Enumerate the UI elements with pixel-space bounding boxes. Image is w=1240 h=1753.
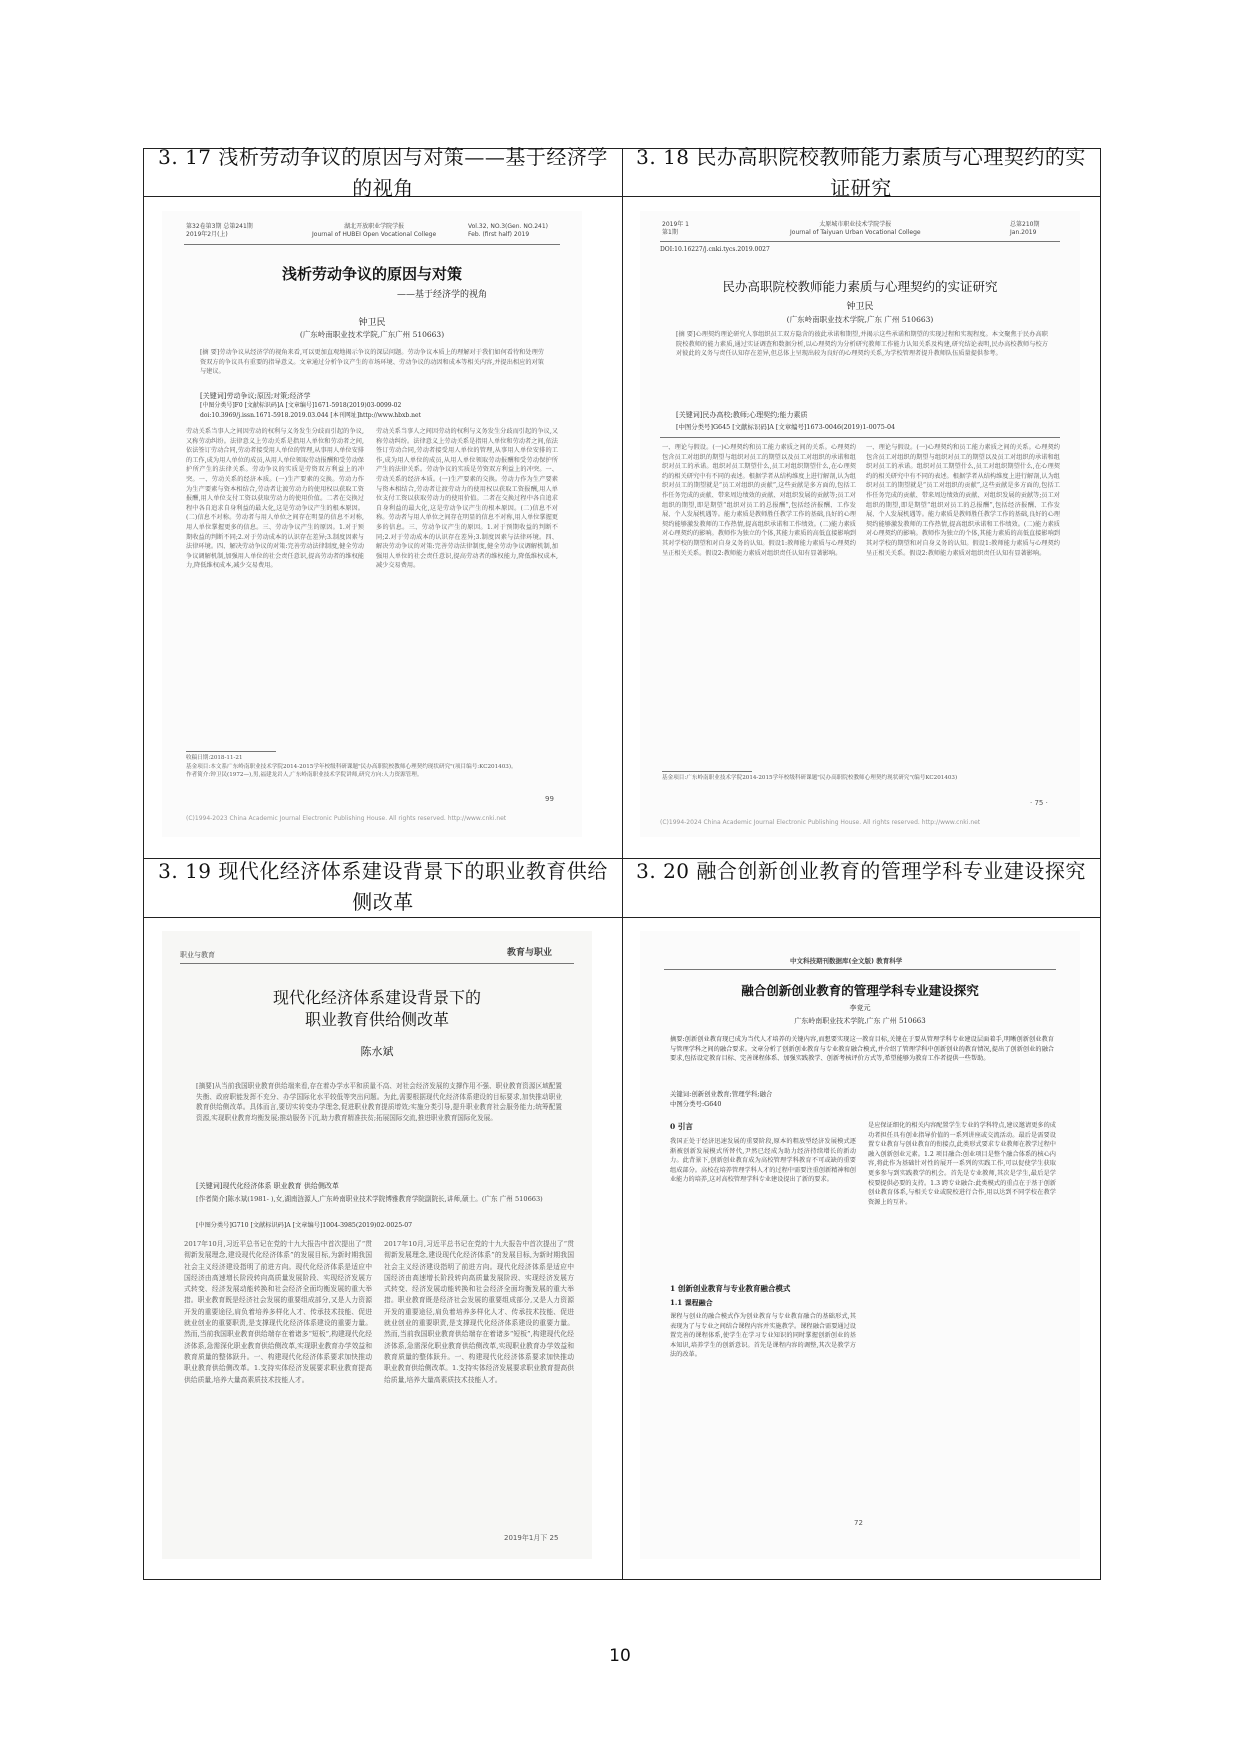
paper-body-left: 一、理论与假设。(一)心理契约和员工能力素质之间的关系。心理契约包含员工对组织的期望与组织对员工的期望以及员工对组织的承诺和组织对员工的承诺。组织对员工期望什么,员工对组织期望什么,在心理契约的相关研究中有不同的表述。根据学者从结构维度上进行解剖,认为组织对员工的期望就是“员工对组织的贡献”,这些贡献是多方面的,包括工作任务完成的贡献、带来周边绩效的贡献、对组织发展的贡献等;员工对组织的期望,即是期望“组织对员工的总报酬”,包括经济报酬、工作发展、个人发展机遇等。能力素质是教师胜任教学工作的基础,良好的心理契约能够激发教师的工作热情,提高组织承诺和工作绩效。(二)能力素质对心理契约的影响。教师作为独立的个体,其能力素质的高低直接影响到其对学校的期望和对自身义务的认知。假设1:教师能力素质与心理契约呈正相关关系。假设2:教师能力素质对组织责任认知有显著影响。: [662, 444, 856, 557]
journal-header-right: 总第210期 Jan.2019: [1010, 221, 1040, 236]
paper-page-number: 2019年1月下 25: [504, 1534, 559, 1542]
paper-screenshot-3-17: [162, 211, 582, 837]
footnote-rule: [186, 751, 276, 752]
paper-body-left: 课程与创业的融合模式作为创业教育与专业教育融合的基础形式,其表现为了与专业之间结合课程内容并实施教学。课程融合需要通过设置完善的课程体系,使学生在学习专业知识的同时掌握创新创业的基本知识,培养学生的创新意识。首先是课程内容的调整,其次是教学方法的改革。: [670, 1313, 856, 1359]
paper-classification: [中图分类号]G645 [文献标识码]A [文章编号]1673-0046(2019)1-0075-04: [676, 423, 896, 431]
paper-page-number: 99: [545, 795, 554, 803]
paper-title: 浅析劳动争议的原因与对策: [281, 265, 462, 283]
paper-footnote: 基金项目:广东岭南职业技术学院2014-2015学年校级科研课题"民办高职院校教师心理契约现状研究"(编号KC201403): [662, 775, 958, 781]
paper-keywords: [关键词]现代化经济体系 职业教育 供给侧改革: [196, 1182, 339, 1190]
copyright-line: (C)1994-2023 China Academic Journal Electronic Publishing House. All rights reserved. http://www.cnki.net: [186, 815, 507, 822]
paper-body-right: 是应保证细化的相关内容配置学生专业的学科特点,建议邀请更多的成功者担任具有创业指导价值的一系列讲座或交流活动。最后是需要设置专业教育与创业教育的衔接点,此类形式要求专业教师在教学过程中融入创新创业元素。1.2 项目融合:创业项目是整个融合体系的核心内容,将此作为基础针对性的展开一系列的实践工作,可以促使学生获取更多参与到实践教学的机会。首先是专业教师,其次是学生,最后是学校要提供必要的支持。1.3 跨专业融合:此类模式的重点在于基于创新创业教育体系,与相关专业或院校进行合作,用以达到不同学校在教学资源上的互补。: [868, 1122, 1056, 1206]
footnote-rule: [662, 771, 752, 772]
paper-subtitle: ——基于经济学的视角: [396, 290, 487, 300]
paper-affiliation: (广东岭南职业技术学院,广东 广州 510663): [786, 315, 934, 324]
paper-affiliation: (广东岭南职业技术学院,广东广州 510663): [299, 330, 445, 339]
paper-body-left: 2017年10月,习近平总书记在党的十九大报告中首次提出了“贯彻新发展理念,建设现代化经济体系”的发展目标,为新时期我国社会主义经济建设指明了前进方向。现代化经济体系是适应中国经济由高速增长阶段转向高质量发展阶段、实现经济发展方式转变、经济发展动能转换和社会经济全面均衡发展的重大举措。职业教育既是经济社会发展的重要组成部分,又是人力资源开发的重要途径,肩负着培养多样化人才、传承技术技能、促进就业创业的重要职责,是支撑现代化经济体系建设的重要力量。然而,当前我国职业教育供给端存在着诸多“短板”,构建现代化经济体系,急需深化职业教育供给侧改革,实现职业教育办学效益和教育质量的整体跃升。一、构建现代化经济体系要求加快推动职业教育供给侧改革。1.支持实体经济发展要求职业教育提高供给质量,培养大量高素质技术技能人才。: [184, 1240, 372, 1384]
paper-abstract: [摘 要]心理契约理论研究人事组织员工双方隐含的彼此承诺和期望,并揭示这些承诺和期望的实现过程和实现程度。本文聚焦于民办高职院校教师的能力素质,通过实证调查和数据分析,以心理契约为分析研究教师工作能力认知关系及构建,研究结论表明,民办高校教师与校方对彼此的义务与责任认知存在差异,但总体上呈现出较为良好的心理契约关系,为学校管理者提升教师队伍质量提供参考。: [676, 331, 1048, 358]
paper-author: 李竞元: [849, 1004, 871, 1012]
paper-body-left: 劳动关系当事人之间因劳动的权利与义务发生分歧而引起的争议,又称劳动纠纷。法律意义上劳动关系是指用人单位和劳动者之间,依法签订劳动合同,劳动者接受用人单位的管理,从事用人单位安排的工作,成为用人单位的成员,从用人单位领取劳动报酬和受劳动保护所产生的法律关系。劳动争议的实质是劳资双方利益上的冲突。一、劳动关系的经济本质。(一)生产要素的交换。劳动力作为生产要素与资本相结合,劳动者让渡劳动力的使用权以获取工资报酬,用人单位支付工资以获取劳动力的使用价值。二者在交换过程中各自追求自身利益的最大化,这是劳动争议产生的根本原因。(二)信息不对称。劳动者与用人单位之间存在明显的信息不对称,用人单位掌握更多的信息。三、劳动争议产生的原因。1.对于预期收益的判断不同;2.对于劳动成本的认识存在差异;3.制度因素与法律环境。四、解决劳动争议的对策:完善劳动法律制度,健全劳动争议调解机制,加强用人单位的社会责任意识,提高劳动者的维权能力,降低维权成本,减少交易费用。: [186, 428, 364, 570]
paper-abstract: 摘要:创新创业教育现已成为当代人才培养的关键内容,而想要实现这一教育目标,关键在于要从管理学科专业建设层面着手,明晰创新创业教育与管理学科之间的融合要求。文章分析了创新创业教育与专业教育融合模式,并介绍了管理学科中创新创业的教育情况,提出了创新创业的融合要求,包括设定教育目标、完善课程体系、加强实践教学、创新考核评价方式等,希望能够为教育工作者提供一些帮助。: [670, 1036, 1054, 1063]
paper-keywords: [关键词]民办高校;教师;心理契约;能力素质: [676, 411, 808, 419]
paper-keywords: 关键词:创新创业教育;管理学科;融合: [670, 1090, 773, 1098]
cell-title-3-18: 3. 18 民办高职院校教师能力素质与心理契约的实证研究: [636, 145, 1086, 200]
paper-body-right: 劳动关系当事人之间因劳动的权利与义务发生分歧而引起的争议,又称劳动纠纷。法律意义上劳动关系是指用人单位和劳动者之间,依法签订劳动合同,劳动者接受用人单位的管理,从事用人单位安排的工作,成为用人单位的成员,从用人单位领取劳动报酬和受劳动保护所产生的法律关系。劳动争议的实质是劳资双方利益上的冲突。一、劳动关系的经济本质。(一)生产要素的交换。劳动力作为生产要素与资本相结合,劳动者让渡劳动力的使用权以获取工资报酬,用人单位支付工资以获取劳动力的使用价值。二者在交换过程中各自追求自身利益的最大化,这是劳动争议产生的根本原因。(二)信息不对称。劳动者与用人单位之间存在明显的信息不对称,用人单位掌握更多的信息。三、劳动争议产生的原因。1.对于预期收益的判断不同;2.对于劳动成本的认识存在差异;3.制度因素与法律环境。四、解决劳动争议的对策:完善劳动法律制度,健全劳动争议调解机制,加强用人单位的社会责任意识,提高劳动者的维权能力,降低维权成本,减少交易费用。: [376, 428, 558, 570]
paper-doi: DOI:10.16227/j.cnki.tycs.2019.0027: [660, 246, 770, 253]
journal-header-right: Vol.32, NO.3(Gen. NO.241) Feb. (first half) 2019: [468, 223, 548, 238]
cell-title-3-20: 3. 20 融合创新创业教育的管理学科专业建设探究: [636, 859, 1086, 883]
journal-header-left: 2019年 1 第1期: [662, 221, 689, 236]
page-number: 10: [609, 1646, 631, 1666]
paper-doi: doi:10.3969/j.issn.1671-5918.2019.03.044 [本刊网址]http://www.hbxb.net: [200, 412, 421, 419]
header-rule: [180, 963, 574, 964]
paper-keywords: [关键词]劳动争议;原因;对策;经济学: [200, 392, 311, 400]
paper-screenshot-3-19: [162, 931, 592, 1559]
paper-abstract: [摘要]从当前我国职业教育供给端来看,存在着办学水平和质量不高、对社会经济发展的支撑作用不强、职业教育资源区域配置失衡、政府职能发挥不充分、办学国际化水平较低等突出问题。为此,需要根据现代化经济体系建设的目标要求,加快推动职业教育供给侧改革。具体而言,要切实转变办学理念,促进职业教育提质增效;实施分类引导,提升职业教育社会服务能力;统筹配置资源,实现职业教育均衡发展;推动服务下沉,助力教育精准扶贫;拓展国际交流,推进职业教育国际化发展。: [196, 1082, 562, 1122]
paper-author: 钟卫民: [846, 302, 874, 312]
document-table: [143, 145, 1101, 1580]
paper-screenshot-3-20: [640, 931, 1080, 1559]
journal-header-center: 中文科技期刊数据库(全文版) 教育科学: [790, 957, 903, 965]
paper-page-number: 72: [854, 1519, 863, 1527]
header-rule: [664, 969, 1056, 970]
journal-header-center: 太原城市职业技术学院学报 Journal of Taiyuan Urban Vocational College: [790, 221, 921, 236]
paper-classification: 中图分类号:G640: [670, 1100, 722, 1108]
journal-header-center: 湖北开放职业学院学报 Journal of HUBEI Open Vocational College: [312, 223, 437, 238]
paper-title: 融合创新创业教育的管理学科专业建设探究: [741, 983, 979, 998]
section-heading-intro: 0 引言: [670, 1122, 693, 1131]
paper-body-right: 一、理论与假设。(一)心理契约和员工能力素质之间的关系。心理契约包含员工对组织的期望与组织对员工的期望以及员工对组织的承诺和组织对员工的承诺。组织对员工期望什么,员工对组织期望什么,在心理契约的相关研究中有不同的表述。根据学者从结构维度上进行解剖,认为组织对员工的期望就是“员工对组织的贡献”,这些贡献是多方面的,包括工作任务完成的贡献、带来周边绩效的贡献、对组织发展的贡献等;员工对组织的期望,即是期望“组织对员工的总报酬”,包括经济报酬、工作发展、个人发展机遇等。能力素质是教师胜任教学工作的基础,良好的心理契约能够激发教师的工作热情,提高组织承诺和工作绩效。(二)能力素质对心理契约的影响。教师作为独立的个体,其能力素质的高低直接影响到其对学校的期望和对自身义务的认知。假设1:教师能力素质与心理契约呈正相关关系。假设2:教师能力素质对组织责任认知有显著影响。: [866, 444, 1060, 557]
paper-body-right: 2017年10月,习近平总书记在党的十九大报告中首次提出了“贯彻新发展理念,建设现代化经济体系”的发展目标,为新时期我国社会主义经济建设指明了前进方向。现代化经济体系是适应中国经济由高速增长阶段转向高质量发展阶段、实现经济发展方式转变、经济发展动能转换和社会经济全面均衡发展的重大举措。职业教育既是经济社会发展的重要组成部分,又是人力资源开发的重要途径,肩负着培养多样化人才、传承技术技能、促进就业创业的重要职责,是支撑现代化经济体系建设的重要力量。然而,当前我国职业教育供给端存在着诸多“短板”,构建现代化经济体系,急需深化职业教育供给侧改革,实现职业教育办学效益和教育质量的整体跃升。一、构建现代化经济体系要求加快推动职业教育供给侧改革。1.支持实体经济发展要求职业教育提高供给质量,培养大量高素质技术技能人才。: [384, 1240, 574, 1384]
journal-header-right: 教育与职业: [507, 948, 553, 958]
header-rule: [660, 241, 1060, 242]
paper-author-note: [作者简介]陈水斌(1981- ),女,湖南涟源人,广东岭南职业技术学院博雅教育学院副院长,讲师,硕士。(广东 广州 510663): [196, 1195, 543, 1203]
section-heading-1: 1 创新创业教育与专业教育融合模式: [670, 1284, 791, 1293]
header-rule: [184, 244, 560, 245]
paper-title: 民办高职院校教师能力素质与心理契约的实证研究: [722, 279, 998, 294]
paper-abstract: [摘 要]劳动争议从经济学的视角来看,可以更加直观地揭示争议的深层问题。劳动争议本质上的理解对于我们如何看待和处理劳资双方的争议具有重要的指导意义。文章通过分析争议产生的市场环境、劳动争议的动因和成本等相关内容,并提出相应的对策与建议。: [200, 349, 544, 376]
paper-affiliation: 广东岭南职业技术学院,广东 广州 510663: [794, 1017, 926, 1025]
paper-footnote: 收稿日期:2018-11-21 基金项目:本文系广东岭南职业技术学院2014-2015学年校级科研课题"民办高职院校教师心理契约现状研究"(项目编号:KC201403)。 作者简介:钟卫民(1972—),男,福建龙岩人,广东岭南职业技术学院讲师,研究方向:人力资源管理。: [186, 755, 517, 778]
paper-author: 钟卫民: [358, 318, 386, 328]
section-heading-1-1: 1.1 课程融合: [670, 1298, 713, 1307]
paper-author: 陈水斌: [360, 1045, 394, 1058]
abstract-rule: [660, 437, 1060, 438]
copyright-line: (C)1994-2024 China Academic Journal Electronic Publishing House. All rights reserved. http://www.cnki.net: [660, 819, 981, 826]
paper-classification: [中图分类号]F0 [文献标识码]A [文章编号]1671-5918(2019)03-0099-02: [200, 402, 402, 409]
cell-title-3-17: 3. 17 浅析劳动争议的原因与对策——基于经济学的视角: [158, 145, 608, 200]
paper-classification: [中图分类号]G710 [文献标识码]A [文章编号]1004-3985(2019)02-0025-07: [196, 1222, 413, 1229]
paper-screenshot-3-18: [640, 211, 1080, 837]
journal-header-left: 第32卷第3期 总第241期 2019年2月(上): [186, 223, 253, 238]
journal-header-left: 职业与教育: [180, 951, 215, 959]
paper-body-left-intro: 我国正处于经济迅速发展的重要阶段,原本的粗放型经济发展模式逐渐被创新发展模式所替代,尹然已经成为助力经济持续增长的新动力。此背景下,创新创业教育成为高校管理学科教育不可或缺的重要组成部分。高校在培养管理学科人才的过程中需要注重创新精神和创业能力的培养,这对高校管理学科专业建设提出了新的要求。: [670, 1138, 856, 1184]
paper-page-number: · 75 ·: [1030, 799, 1048, 807]
paper-title: 现代化经济体系建设背景下的 职业教育供给侧改革: [272, 988, 481, 1029]
cell-title-3-19: 3. 19 现代化经济体系建设背景下的职业教育供给侧改革: [158, 859, 608, 914]
